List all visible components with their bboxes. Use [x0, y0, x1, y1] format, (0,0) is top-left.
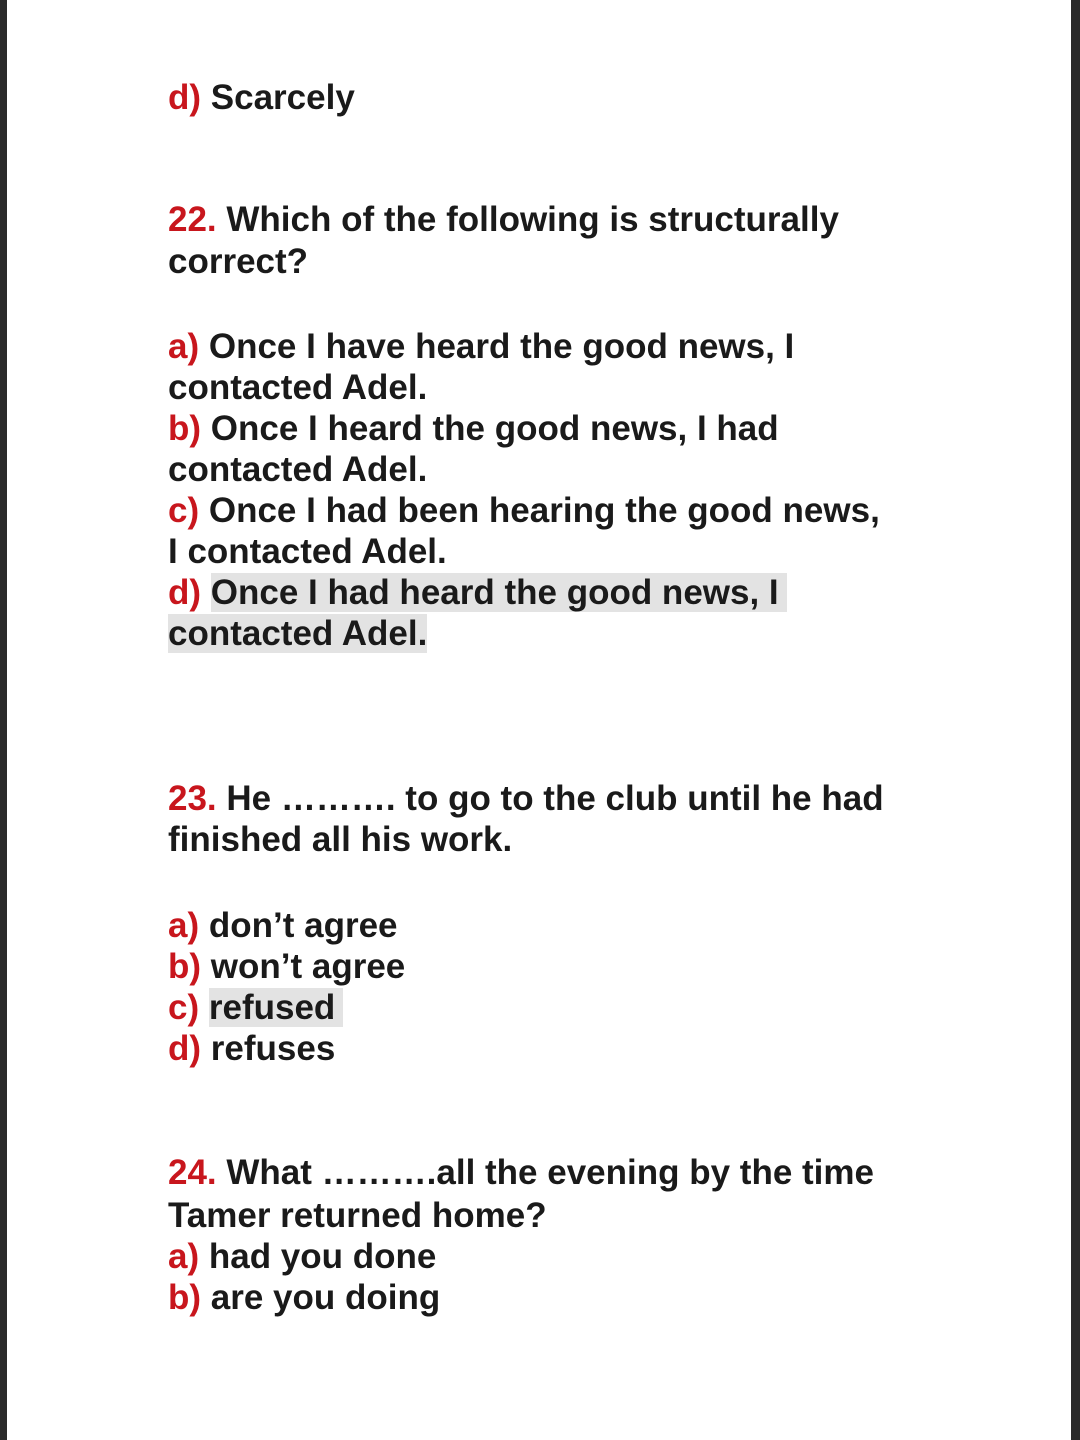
q22-option-d-line2: [168, 613, 427, 654]
option-text: Once I heard the good news, I had: [210, 409, 779, 448]
question-text: He ………. to go to the club until he had: [226, 779, 884, 818]
option-letter: d): [168, 1029, 202, 1068]
option-text: Once I had been hearing the good news,: [208, 491, 880, 530]
option-text: had you done: [208, 1237, 437, 1276]
highlighted-answer: contacted Adel.: [168, 614, 428, 653]
question-text: finished all his work.: [168, 820, 513, 859]
q22-option-b-line1: [168, 408, 779, 449]
option-text: contacted Adel.: [168, 368, 428, 407]
highlighted-answer: Once I had heard the good news, I: [211, 573, 787, 612]
option-letter: b): [168, 947, 202, 986]
q23-option-a: [168, 905, 398, 946]
question-number: 24.: [168, 1153, 217, 1192]
option-letter: d): [168, 78, 202, 117]
option-text: are you doing: [210, 1278, 441, 1317]
option-letter: c): [168, 491, 200, 530]
option-letter: b): [168, 1278, 202, 1317]
q22-option-d-line1: [168, 572, 787, 613]
q22-question-line1: [168, 199, 839, 240]
q22-option-b-line2: [168, 449, 427, 490]
option-text: Scarcely: [210, 78, 355, 117]
q22-option-a-line1: [168, 326, 794, 367]
right-edge-bar: [1071, 0, 1080, 1440]
question-text: What ……….all the evening by the time: [226, 1153, 874, 1192]
option-letter: d): [168, 573, 202, 612]
option-letter: a): [168, 1237, 200, 1276]
q23-question-line1: [168, 778, 884, 819]
question-text: Tamer returned home?: [168, 1196, 547, 1235]
q23-option-b: [168, 946, 405, 987]
question-text: correct?: [168, 242, 309, 281]
q24-question-line2: [168, 1195, 547, 1236]
question-number: 23.: [168, 779, 217, 818]
option-letter: c): [168, 988, 200, 1027]
option-letter: a): [168, 327, 200, 366]
highlighted-answer: refused: [209, 988, 343, 1027]
question-number: 22.: [168, 200, 217, 239]
question-text: Which of the following is structurally: [226, 200, 839, 239]
option-text: don’t agree: [208, 906, 398, 945]
q22-option-c-line2: [168, 531, 447, 572]
option-letter: b): [168, 409, 202, 448]
left-edge-bar: [0, 0, 7, 1440]
q22-question-line2: [168, 241, 308, 282]
q24-option-b: [168, 1277, 440, 1318]
option-text: won’t agree: [210, 947, 406, 986]
option-text: Once I have heard the good news, I: [208, 327, 795, 366]
option-letter: a): [168, 906, 200, 945]
q23-option-d: [168, 1028, 335, 1069]
q22-option-c-line1: [168, 490, 880, 531]
q21-option-d: [168, 77, 355, 118]
q24-question-line1: [168, 1152, 874, 1193]
q23-option-c: [168, 987, 343, 1028]
option-text: I contacted Adel.: [168, 532, 447, 571]
q24-option-a: [168, 1236, 436, 1277]
q22-option-a-line2: [168, 367, 427, 408]
q23-question-line2: [168, 819, 512, 860]
option-text: refuses: [210, 1029, 336, 1068]
option-text: contacted Adel.: [168, 450, 428, 489]
